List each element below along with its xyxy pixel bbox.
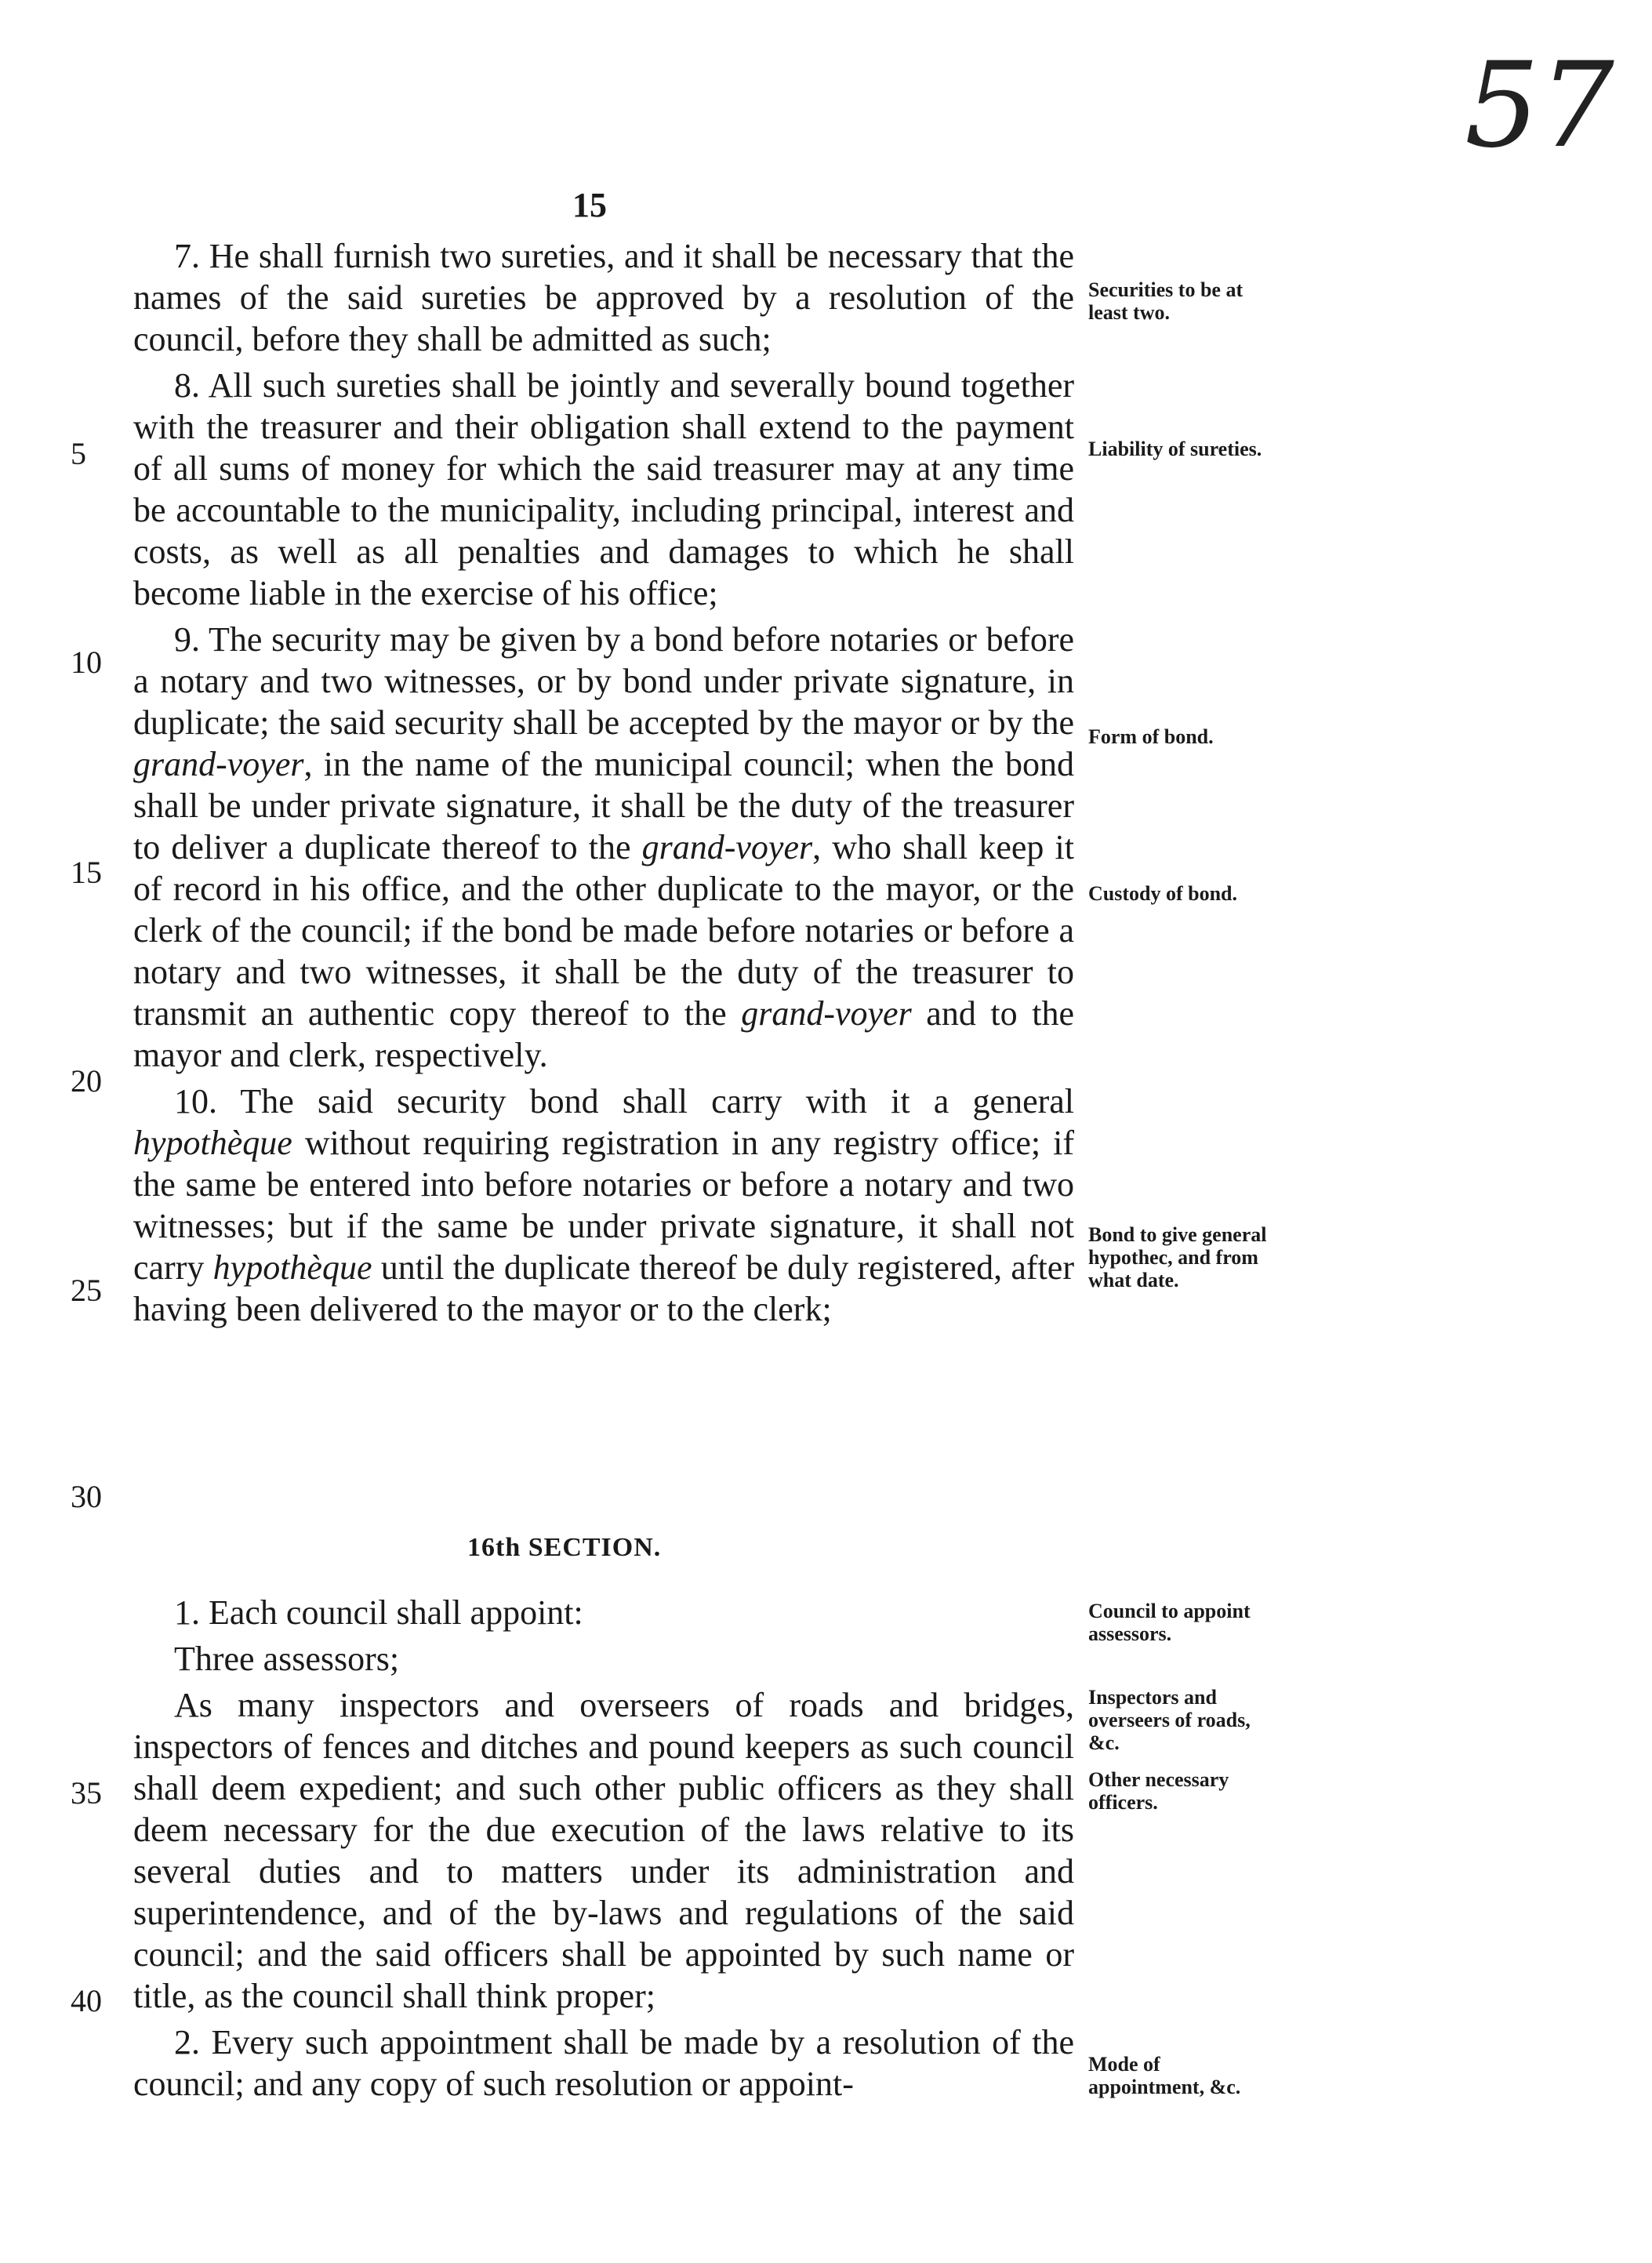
line-number: 35 (71, 1775, 102, 1811)
line-number: 5 (71, 436, 86, 471)
line-number: 10 (71, 645, 102, 680)
paragraph-10: 10. The said security bond shall carry with it a general hypothèque without requiring registration in any registry office; if the same be entered into before notaries or before a notary and two witnesses; but if the same be under private signature, it shall not carry hypothèque until the duplicate thereof be duly registered, after having been delivered to the mayor or to the clerk; (133, 1082, 1074, 1328)
paragraph-8: 8. All such sureties shall be jointly and severally bound together with the treasurer and their obligation shall extend to the payment of all sums of money for which the said treasurer may at any time be accountable to the municipality, including principal, interest and costs, as well as all penalties and damages to which he shall become liable in the exercise of his office; (133, 366, 1074, 612)
margin-note: Bond to give general hypothec, and from what date. (1088, 1223, 1267, 1291)
margin-note: Liability of sureties. (1088, 438, 1262, 460)
margin-note: Inspectors and overseers of roads, &c. (1088, 1686, 1251, 1754)
paragraph-9: 9. The security may be given by a bond before notaries or before a notary and two witnesses, or by bond under private signature, in duplicate; the said security shall be accepted by the mayor or by the grand-voyer, in the name of the municipal council; when the bond shall be under private signature, it shall be the duty of the treasurer to deliver a duplicate thereof to the grand-voyer, who shall keep it of record in his office, and the other duplicate to the mayor, or the clerk of the council; if the bond be made before notaries or before a notary and two witnesses, it shall be the duty of the treasurer to transmit an authentic copy thereof to the grand-voyer and to the mayor and clerk, respectively. (133, 620, 1074, 1074)
margin-note: Other necessary officers. (1088, 1768, 1229, 1814)
page-number: 15 (572, 186, 607, 224)
line-number: 25 (71, 1273, 102, 1308)
section-16-body (133, 1592, 1074, 2109)
section-16-inspectors: As many inspectors and overseers of roads and bridges, inspectors of fences and ditches and pound keepers as such council shall deem expedient; and such other public officers as they shall deem necessary for the due execution of the laws relative to its several duties and to matters under its administration and superintendence, and of the by-laws and regulations of the said council; and the said officers shall be appointed by such name or title, as the council shall think proper; (133, 1686, 1074, 2015)
section-16-item-2: 2. Every such appointment shall be made by a resolution of the council; and any copy of such resolution or appoint- (133, 2023, 1074, 2103)
line-number: 40 (71, 1983, 102, 2018)
paragraph-7: 7. He shall furnish two sureties, and it shall be necessary that the names of the said sureties be approved by a resolution of the council, before they shall be admitted as such; (133, 237, 1074, 358)
margin-note: Securities to be at least two. (1088, 278, 1244, 324)
section-16-item-1: 1. Each council shall appoint: (174, 1593, 583, 1632)
folio-number: 57 (1465, 38, 1614, 174)
line-number: 20 (71, 1063, 102, 1099)
margin-note: Custody of bond. (1088, 882, 1238, 905)
margin-note: Council to appoint assessors. (1088, 1600, 1251, 1645)
document-body (133, 235, 1074, 1335)
line-number: 15 (71, 855, 102, 890)
section-heading: 16th SECTION. (467, 1533, 662, 1562)
section-16-assessors: Three assessors; (174, 1640, 400, 1678)
margin-note: Form of bond. (1088, 725, 1214, 748)
line-number: 30 (71, 1479, 102, 1514)
margin-note: Mode of appointment, &c. (1088, 2053, 1241, 2098)
